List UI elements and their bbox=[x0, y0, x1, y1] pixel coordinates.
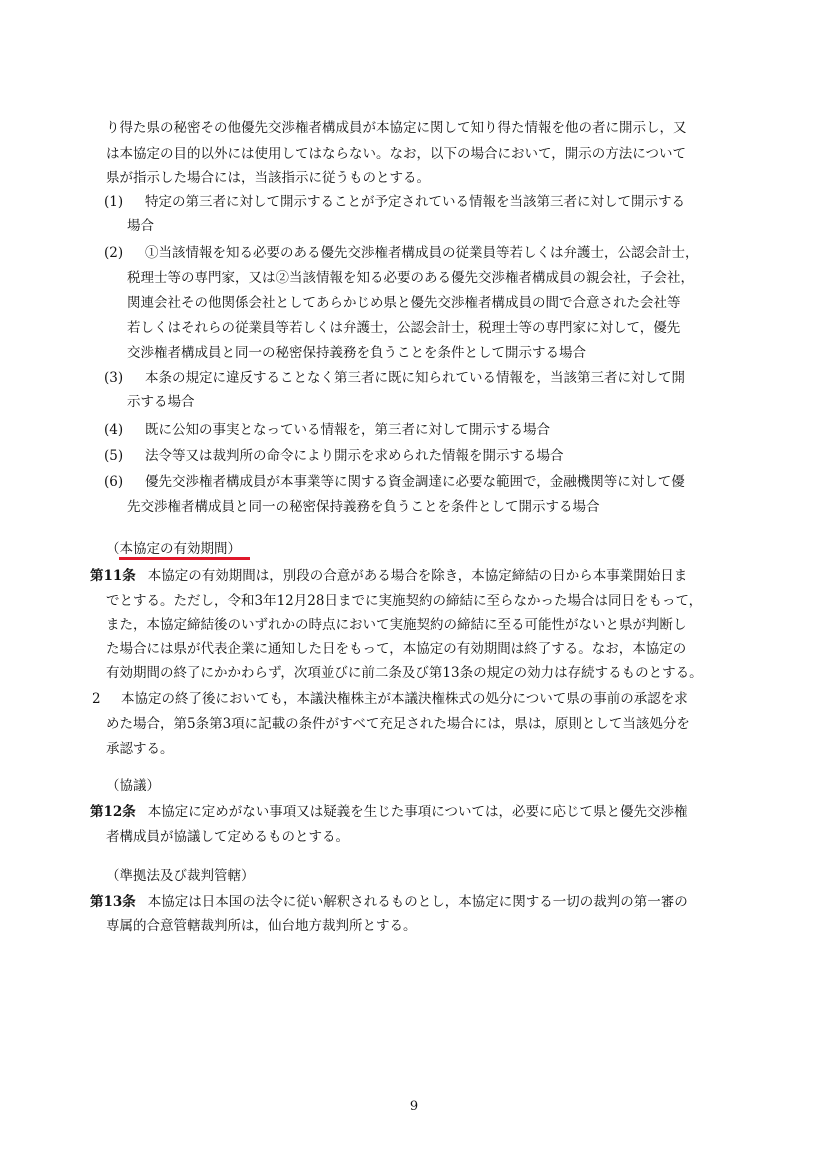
article-label: 第12条 bbox=[90, 804, 136, 820]
red-underline-annotation bbox=[119, 557, 250, 560]
intro-line: は本協定の目的以外には使用してはならない。なお，以下の場合において，開示の方法について bbox=[106, 146, 686, 162]
item-number: (5) bbox=[104, 448, 124, 464]
item-number: (2) bbox=[104, 245, 124, 261]
item-number: (1) bbox=[104, 194, 124, 210]
article-heading: （協議） bbox=[106, 778, 160, 794]
paragraph-number: 2 bbox=[92, 691, 101, 707]
article-heading: （本協定の有効期間） bbox=[106, 541, 241, 557]
article-line: 有効期間の終了にかかわらず，次項並びに前二条及び第13条の規定の効力は存続するものとする。 bbox=[106, 665, 703, 681]
item-line: 法令等又は裁判所の命令により開示を求められた情報を開示する場合 bbox=[145, 448, 564, 464]
intro-line: 県が指示した場合には，当該指示に従うものとする。 bbox=[106, 170, 430, 186]
item-line: 場合 bbox=[127, 218, 154, 234]
intro-line: り得た県の秘密その他優先交渉権者構成員が本協定に関して知り得た情報を他の者に開示し，又 bbox=[106, 120, 687, 136]
item-number: (3) bbox=[104, 370, 124, 386]
paragraph-line: 承認する。 bbox=[106, 741, 174, 757]
article-line: た場合には県が代表企業に通知した日をもって，本協定の有効期間は終了する。なお，本協定の bbox=[106, 641, 687, 657]
article-line: 者構成員が協議して定めるものとする。 bbox=[106, 829, 349, 845]
article-line bbox=[90, 800, 688, 824]
article-heading: （準拠法及び裁判管轄） bbox=[106, 868, 255, 884]
article-text: 本協定の有効期間は，別段の合意がある場合を除き，本協定締結の日から本事業開始日ま bbox=[147, 568, 688, 584]
item-number: (6) bbox=[104, 474, 124, 490]
article-line bbox=[90, 890, 688, 914]
paragraph-line: めた場合，第5条第3項に記載の条件がすべて充足された場合には，県は，原則として当該処分を bbox=[106, 716, 690, 732]
item-line: 特定の第三者に対して開示することが予定されている情報を当該第三者に対して開示する bbox=[145, 194, 685, 210]
item-line: 示する場合 bbox=[127, 394, 195, 410]
article-line: また，本協定締結後のいずれかの時点において実施契約の締結に至る可能性がないと県が判断し bbox=[106, 617, 687, 633]
article-text: 本協定は日本国の法令に従い解釈されるものとし，本協定に関する一切の裁判の第一審の bbox=[147, 894, 688, 910]
paragraph-line: 本協定の終了後においても，本議決権株主が本議決権株式の処分について県の事前の承認を求 bbox=[121, 691, 688, 707]
item-line: 税理士等の専門家，又は②当該情報を知る必要のある優先交渉権者構成員の親会社，子会社， bbox=[127, 270, 694, 286]
article-line: でとする。ただし，令和3年12月28日までに実施契約の締結に至らなかった場合は同日をもって， bbox=[106, 593, 703, 609]
item-line: ①当該情報を知る必要のある優先交渉権者構成員の従業員等若しくは弁護士，公認会計士， bbox=[145, 245, 699, 261]
article-label: 第13条 bbox=[90, 894, 136, 910]
article-line: 専属的合意管轄裁判所は，仙台地方裁判所とする。 bbox=[106, 918, 417, 934]
item-line: 既に公知の事実となっている情報を，第三者に対して開示する場合 bbox=[145, 422, 550, 438]
item-line: 関連会社その他関係会社としてあらかじめ県と優先交渉権者構成員の間で合意された会社等 bbox=[127, 295, 681, 311]
page-number: 9 bbox=[409, 1099, 419, 1114]
article-line bbox=[90, 564, 687, 588]
article-text: 本協定に定めがない事項又は疑義を生じた事項については，必要に応じて県と優先交渉権 bbox=[147, 804, 688, 820]
article-label: 第11条 bbox=[90, 568, 136, 584]
item-line: 若しくはそれらの従業員等若しくは弁護士，公認会計士，税理士等の専門家に対して，優先 bbox=[127, 320, 681, 336]
item-line: 優先交渉権者構成員が本事業等に関する資金調達に必要な範囲で，金融機関等に対して優 bbox=[145, 474, 685, 490]
item-line: 先交渉権者構成員と同一の秘密保持義務を負うことを条件として開示する場合 bbox=[127, 499, 600, 515]
item-line: 本条の規定に違反することなく第三者に既に知られている情報を，当該第三者に対して開 bbox=[145, 370, 685, 386]
item-line: 交渉権者構成員と同一の秘密保持義務を負うことを条件として開示する場合 bbox=[127, 345, 586, 361]
item-number: (4) bbox=[104, 422, 124, 438]
